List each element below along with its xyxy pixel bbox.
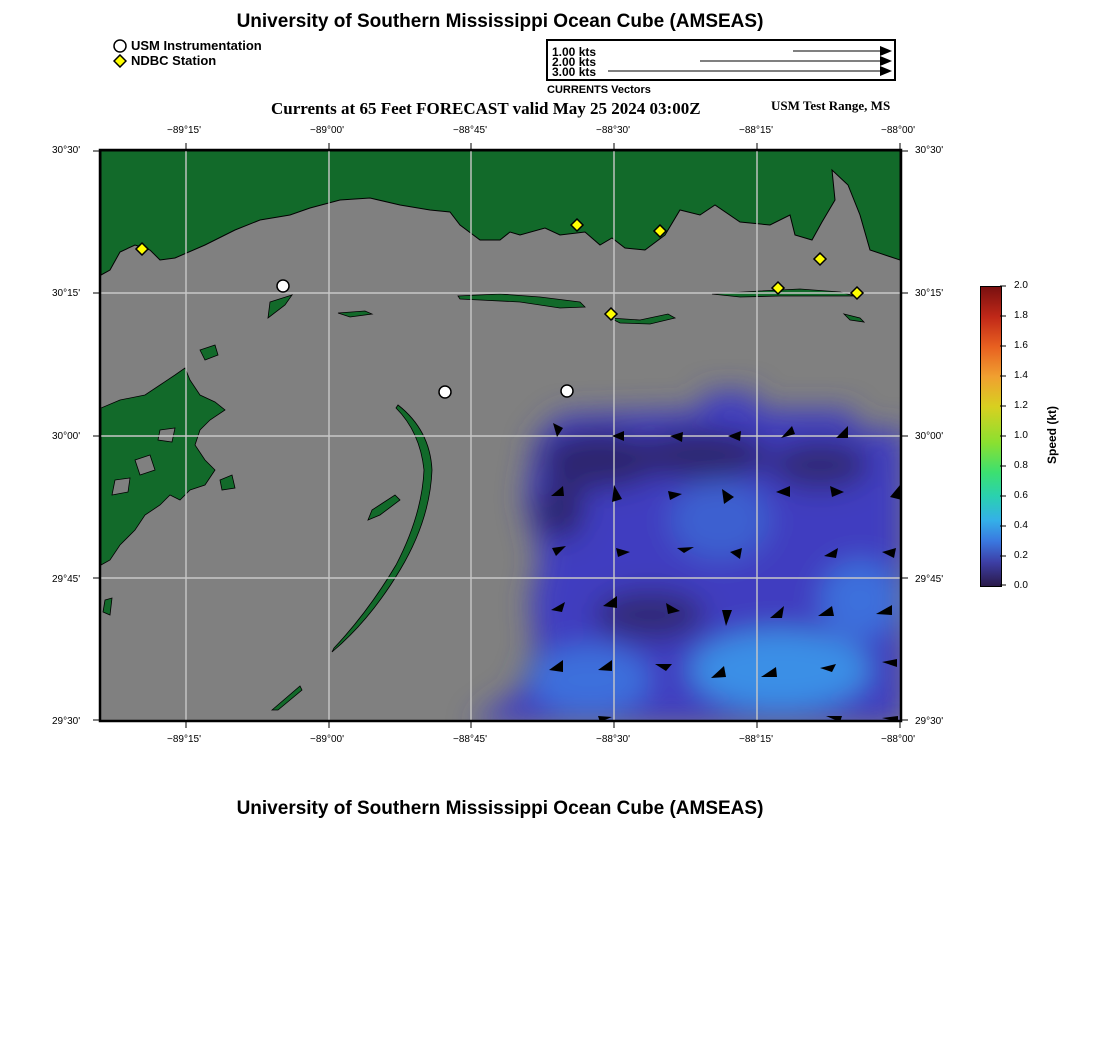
vector-2kt-label: 2.00 kts bbox=[552, 55, 597, 69]
circle-icon bbox=[561, 385, 573, 397]
lon-tick-bottom: −89°15' bbox=[167, 734, 201, 745]
page-title: University of Southern Mississippi Ocean Cube (AMSEAS) bbox=[236, 11, 764, 32]
colorbar-tick: 0.0 bbox=[1014, 580, 1028, 591]
lon-tick-bottom: −88°45' bbox=[453, 734, 487, 745]
map-subtitle: Currents at 65 Feet FORECAST valid May 25 2024 03:00Z bbox=[271, 99, 701, 118]
legend-ndbc-label: NDBC Station bbox=[131, 53, 217, 68]
speed-colorbar bbox=[980, 286, 1002, 587]
colorbar-tick: 0.4 bbox=[1014, 520, 1028, 531]
lon-tick-top: −88°00' bbox=[881, 125, 915, 136]
lat-tick-left: 30°00' bbox=[52, 431, 81, 442]
footer-title: University of Southern Mississippi Ocean Cube (AMSEAS) bbox=[236, 798, 764, 819]
colorbar-tick: 0.6 bbox=[1014, 490, 1028, 501]
range-label: USM Test Range, MS bbox=[771, 98, 891, 113]
lat-tick-right: 30°00' bbox=[915, 431, 944, 442]
lon-tick-bottom: −88°30' bbox=[596, 734, 630, 745]
lat-tick-left: 29°30' bbox=[52, 716, 81, 727]
colorbar-tick: 1.4 bbox=[1014, 370, 1028, 381]
lon-tick-top: −89°00' bbox=[310, 125, 344, 136]
colorbar-label: Speed (kt) bbox=[1045, 406, 1059, 465]
colorbar-ticks bbox=[1000, 285, 1008, 587]
lon-tick-top: −89°15' bbox=[167, 125, 201, 136]
lon-tick-top: −88°30' bbox=[596, 125, 630, 136]
colorbar-tick: 1.6 bbox=[1014, 340, 1028, 351]
vector-caption: CURRENTS Vectors bbox=[547, 84, 651, 96]
colorbar-tick: 0.8 bbox=[1014, 460, 1028, 471]
legend-usm-label: USM Instrumentation bbox=[131, 38, 262, 53]
lat-tick-left: 29°45' bbox=[52, 574, 81, 585]
colorbar-tick: 0.2 bbox=[1014, 550, 1028, 561]
lat-tick-right: 30°30' bbox=[915, 145, 944, 156]
lat-tick-left: 30°15' bbox=[52, 288, 81, 299]
colorbar-tick: 1.2 bbox=[1014, 400, 1028, 411]
vector-1kt-label: 1.00 kts bbox=[552, 45, 597, 59]
colorbar-tick: 1.8 bbox=[1014, 310, 1028, 321]
circle-icon bbox=[277, 280, 289, 292]
circle-icon bbox=[439, 386, 451, 398]
lon-tick-bottom: −88°00' bbox=[881, 734, 915, 745]
vector-3kt-label: 3.00 kts bbox=[552, 65, 597, 79]
lat-tick-right: 30°15' bbox=[915, 288, 944, 299]
colorbar-tick: 2.0 bbox=[1014, 280, 1028, 291]
colorbar-tick: 1.0 bbox=[1014, 430, 1028, 441]
lon-tick-top: −88°45' bbox=[453, 125, 487, 136]
lon-tick-bottom: −89°00' bbox=[310, 734, 344, 745]
lon-tick-bottom: −88°15' bbox=[739, 734, 773, 745]
lon-tick-top: −88°15' bbox=[739, 125, 773, 136]
lat-tick-left: 30°30' bbox=[52, 145, 81, 156]
lat-tick-right: 29°45' bbox=[915, 574, 944, 585]
lat-tick-right: 29°30' bbox=[915, 716, 944, 727]
